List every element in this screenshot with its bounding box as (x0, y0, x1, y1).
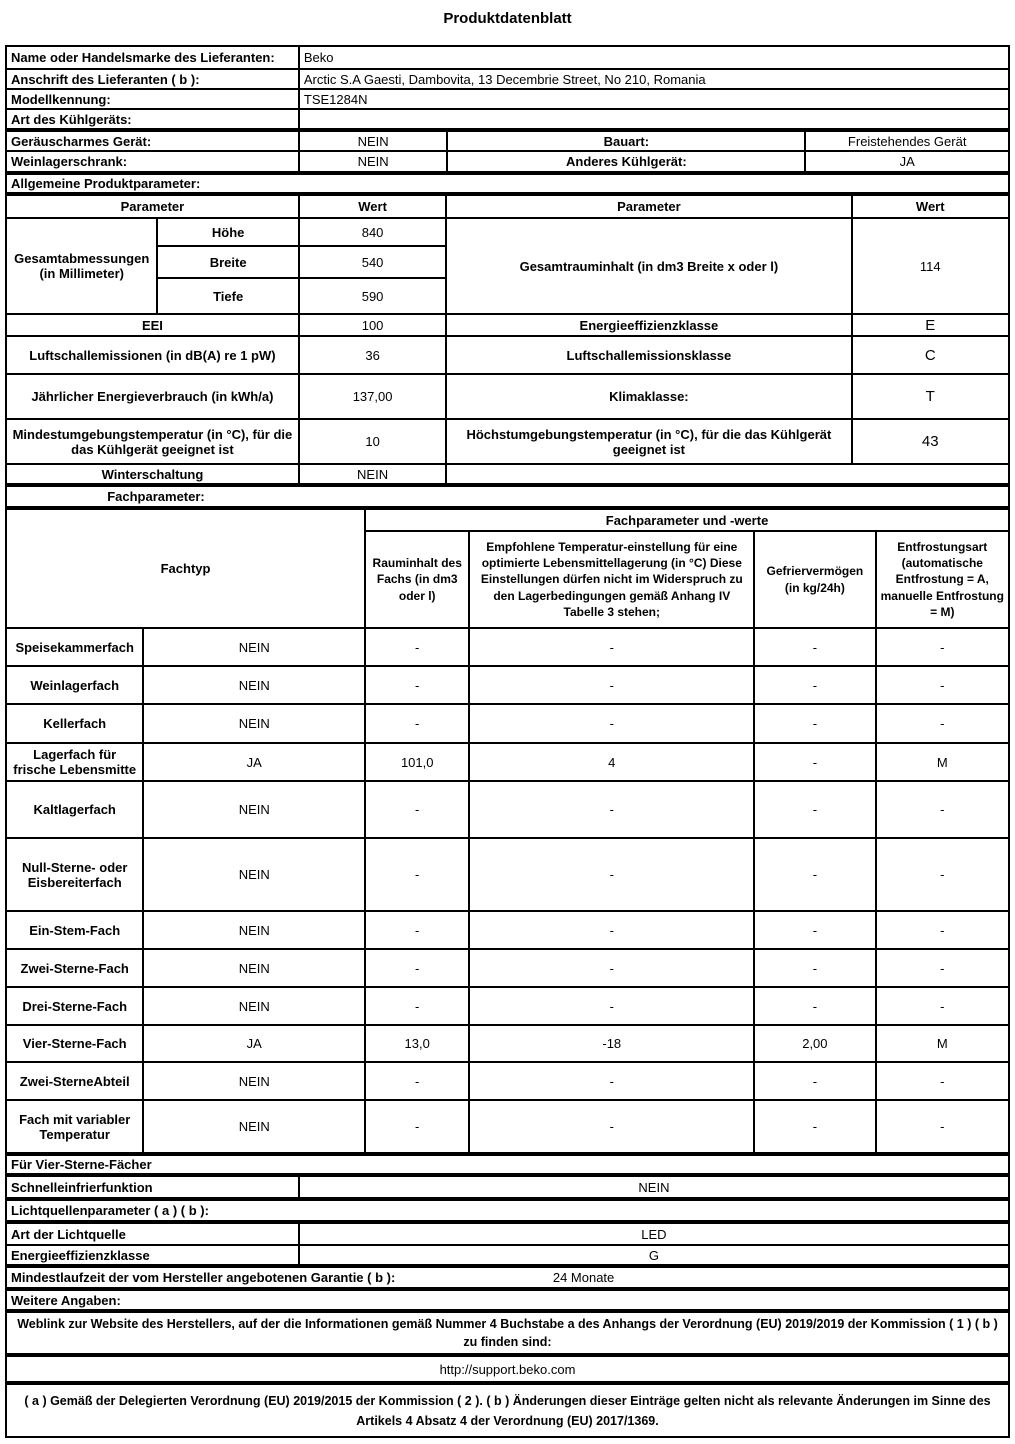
noise-emission-label: Luftschallemissionen (in dB(A) re 1 pW) (6, 336, 299, 374)
table-row (6, 509, 1009, 531)
compartment-present: JA (143, 743, 365, 781)
compartment-present: NEIN (143, 987, 365, 1025)
table-row (6, 336, 1009, 374)
wert-header-left: Wert (299, 195, 446, 218)
other-device-value: JA (805, 151, 1009, 172)
max-ambient-temp-value: 43 (852, 419, 1010, 464)
general-section-header (5, 173, 1010, 194)
compartment-freeze: - (754, 949, 875, 987)
table-row (6, 1356, 1009, 1382)
temperature-header: Empfohlene Temperatur-einstellung für eine optimierte Lebensmittellagerung (in °C) Diese Einstellungen dürfen nicht im Widerspruch zu den Lagerbedingungen gemäß Anhang IV Tabelle 3 stehen; (469, 531, 754, 628)
table-row (6, 628, 1009, 666)
compartment-freeze: - (754, 1062, 875, 1100)
compartment-type: Drei-Sterne-Fach (6, 987, 143, 1025)
table-row (6, 1100, 1009, 1153)
model-id-label: Modellkennung: (6, 89, 299, 109)
compartment-volume: - (365, 911, 469, 949)
compartment-freeze: - (754, 743, 875, 781)
compartment-freeze: - (754, 911, 875, 949)
fast-freeze-label: Schnelleinfrierfunktion (6, 1176, 299, 1198)
weblink-url: http://support.beko.com (6, 1356, 1009, 1382)
wert-header-right: Wert (852, 195, 1010, 218)
fast-freeze-value: NEIN (299, 1176, 1009, 1198)
table-row (6, 46, 1009, 69)
table-row (6, 704, 1009, 743)
min-ambient-temp-label: Mindestumgebungstemperatur (in °C), für die das Kühlgerät geeignet ist (6, 419, 299, 464)
table-row (6, 1176, 1009, 1198)
compartment-volume: 101,0 (365, 743, 469, 781)
compartment-freeze: - (754, 838, 875, 911)
compartment-section-cell (6, 486, 1009, 507)
height-value: 840 (299, 218, 446, 246)
width-label: Breite (157, 246, 298, 278)
compartment-freeze: - (754, 1100, 875, 1153)
compartment-volume: - (365, 666, 469, 704)
compartment-defrost: - (876, 838, 1009, 911)
supplier-table (5, 45, 1010, 130)
max-ambient-temp-label: Höchstumgebungstemperatur (in °C), für die das Kühlgerät geeignet ist (446, 419, 851, 464)
compartment-defrost: - (876, 666, 1009, 704)
table-row (6, 1223, 1009, 1245)
compartment-type-header: Fachtyp (6, 509, 365, 628)
page-title: Produktdatenblatt (443, 10, 572, 27)
compartment-present: JA (143, 1025, 365, 1062)
table-row (6, 1245, 1009, 1265)
table-row (6, 109, 1009, 129)
width-value: 540 (299, 246, 446, 278)
table-row (6, 1155, 1009, 1174)
compartment-temp: -18 (469, 1025, 754, 1062)
warranty-table (5, 1266, 1010, 1289)
table-row (6, 131, 1009, 151)
compartment-defrost: - (876, 1062, 1009, 1100)
compartment-freeze: - (754, 666, 875, 704)
depth-label: Tiefe (157, 278, 298, 314)
compartment-present: NEIN (143, 838, 365, 911)
compartment-defrost: - (876, 704, 1009, 743)
compartment-present: NEIN (143, 781, 365, 838)
compartment-type: Zwei-Sterne-Fach (6, 949, 143, 987)
compartment-volume: - (365, 628, 469, 666)
empty-cell (446, 464, 1009, 484)
table-row (6, 195, 1009, 218)
light-section-header (5, 1199, 1010, 1222)
compartment-present: NEIN (143, 666, 365, 704)
general-section-label: Allgemeine Produktparameter: (6, 174, 1009, 193)
compartment-volume: - (365, 781, 469, 838)
table-row (6, 781, 1009, 838)
table-row (6, 949, 1009, 987)
compartment-defrost: - (876, 1100, 1009, 1153)
table-row (6, 1290, 1009, 1310)
compartment-defrost: M (876, 743, 1009, 781)
noise-class-label: Luftschallemissionsklasse (446, 336, 851, 374)
compartment-section-header (5, 485, 1010, 508)
compartment-volume: - (365, 1100, 469, 1153)
supplier-name-label: Name oder Handelsmarke des Lieferanten: (6, 46, 299, 69)
compartment-temp: - (469, 987, 754, 1025)
additional-section-header (5, 1289, 1010, 1311)
compartment-section-label: Fachparameter: (107, 489, 205, 504)
compartment-type: Null-Sterne- oder Eisbereiterfach (6, 838, 143, 911)
compartment-volume: 13,0 (365, 1025, 469, 1062)
compartment-freeze: - (754, 628, 875, 666)
footnote-text: ( a ) Gemäß der Delegierten Verordnung (EU) 2019/2015 der Kommission ( 2 ). ( b ) Änderungen dieser Einträge gelten nicht als relevante Änderungen im Sinne des Artikels 4 Absatz 4 der Verordnung (EU) 2017/1369. (6, 1384, 1009, 1437)
wine-storage-label: Weinlagerschrank: (6, 151, 299, 172)
compartment-present: NEIN (143, 628, 365, 666)
table-row (6, 151, 1009, 172)
weblink-url-table (5, 1355, 1010, 1383)
noise-class-value: C (852, 336, 1010, 374)
general-parameters-table (5, 194, 1010, 485)
light-energy-class-value: G (299, 1245, 1009, 1265)
compartment-type: Vier-Sterne-Fach (6, 1025, 143, 1062)
fast-freeze-table (5, 1175, 1010, 1199)
compartment-defrost: - (876, 628, 1009, 666)
compartment-defrost: - (876, 781, 1009, 838)
design-label: Bauart: (447, 131, 805, 151)
height-label: Höhe (157, 218, 298, 246)
defrost-type-header: Entfrostungsart (automatische Entfrostung = A, manuelle Entfrostung = M) (876, 531, 1009, 628)
table-row (6, 486, 1009, 507)
compartment-temp: - (469, 1100, 754, 1153)
light-source-type-label: Art der Lichtquelle (6, 1223, 299, 1245)
compartment-volume: - (365, 987, 469, 1025)
table-row (6, 666, 1009, 704)
warranty-value: 24 Monate (552, 1270, 615, 1285)
device-type-label: Art des Kühlgeräts: (6, 109, 299, 129)
annual-energy-value: 137,00 (299, 374, 446, 419)
warranty-label: Mindestlaufzeit der vom Hersteller angebotenen Garantie ( b ): (11, 1270, 396, 1285)
depth-value: 590 (299, 278, 446, 314)
weblink-text-table (5, 1311, 1010, 1355)
table-row (6, 743, 1009, 781)
compartment-defrost: - (876, 987, 1009, 1025)
compartment-defrost: - (876, 911, 1009, 949)
compartment-table (5, 508, 1010, 1154)
noise-emission-value: 36 (299, 336, 446, 374)
weblink-text: Weblink zur Website des Herstellers, auf der die Informationen gemäß Nummer 4 Buchstabe a des Anhangs der Verordnung (EU) 2019/2019 der Kommission ( 1 ) ( b ) zu finden sind: (6, 1312, 1009, 1354)
compartment-type: Speisekammerfach (6, 628, 143, 666)
table-row (6, 69, 1009, 89)
table-row (6, 174, 1009, 193)
compartment-type: Lagerfach für frische Lebensmitte (6, 743, 143, 781)
table-row (6, 218, 1009, 246)
freezing-capacity-header: Gefriervermögen (in kg/24h) (754, 531, 875, 628)
compartment-temp: - (469, 704, 754, 743)
table-row (6, 464, 1009, 484)
total-volume-value: 114 (852, 218, 1010, 314)
design-value: Freistehendes Gerät (805, 131, 1009, 151)
energy-class-value: E (852, 314, 1010, 336)
compartment-temp: 4 (469, 743, 754, 781)
four-star-section-label: Für Vier-Sterne-Fächer (6, 1155, 1009, 1174)
eei-label: EEI (6, 314, 299, 336)
device-flags-table (5, 130, 1010, 173)
annual-energy-label: Jährlicher Energieverbrauch (in kWh/a) (6, 374, 299, 419)
table-row (6, 1062, 1009, 1100)
wine-storage-value: NEIN (299, 151, 447, 172)
light-energy-class-label: Energieeffizienzklasse (6, 1245, 299, 1265)
table-row (6, 89, 1009, 109)
compartment-volume: - (365, 704, 469, 743)
compartment-temp: - (469, 949, 754, 987)
additional-section-label: Weitere Angaben: (6, 1290, 1009, 1310)
table-row (6, 911, 1009, 949)
compartment-defrost: - (876, 949, 1009, 987)
compartment-freeze: 2,00 (754, 1025, 875, 1062)
min-ambient-temp-value: 10 (299, 419, 446, 464)
table-row (6, 987, 1009, 1025)
total-volume-label: Gesamtrauminhalt (in dm3 Breite x oder l) (446, 218, 851, 314)
compartment-type: Ein-Stem-Fach (6, 911, 143, 949)
compartment-type: Kellerfach (6, 704, 143, 743)
compartment-defrost: M (876, 1025, 1009, 1062)
compartment-temp: - (469, 628, 754, 666)
energy-class-label: Energieeffizienzklasse (446, 314, 851, 336)
table-row (6, 1312, 1009, 1354)
compartment-present: NEIN (143, 704, 365, 743)
compartment-type: Zwei-SterneAbteil (6, 1062, 143, 1100)
eei-value: 100 (299, 314, 446, 336)
light-section-label: Lichtquellenparameter ( a ) ( b ): (6, 1200, 1009, 1221)
param-header-left: Parameter (6, 195, 299, 218)
light-table (5, 1222, 1010, 1266)
climate-class-label: Klimaklasse: (446, 374, 851, 419)
compartment-volume: - (365, 949, 469, 987)
other-device-label: Anderes Kühlgerät: (447, 151, 805, 172)
compartment-freeze: - (754, 781, 875, 838)
quiet-device-value: NEIN (299, 131, 447, 151)
compartment-temp: - (469, 781, 754, 838)
supplier-name-value: Beko (299, 46, 1009, 69)
light-source-type-value: LED (299, 1223, 1009, 1245)
compartment-type: Kaltlagerfach (6, 781, 143, 838)
dimensions-label: Gesamtabmessungen (in Millimeter) (6, 218, 157, 314)
compartment-group-header: Fachparameter und -werte (365, 509, 1009, 531)
table-row (6, 1267, 1009, 1288)
compartment-temp: - (469, 1062, 754, 1100)
table-row (6, 838, 1009, 911)
table-row (6, 314, 1009, 336)
warranty-cell (6, 1267, 1009, 1288)
climate-class-value: T (852, 374, 1010, 419)
winter-setting-label: Winterschaltung (6, 464, 299, 484)
compartment-freeze: - (754, 987, 875, 1025)
table-row (6, 374, 1009, 419)
supplier-address-label: Anschrift des Lieferanten ( b ): (6, 69, 299, 89)
compartment-temp: - (469, 911, 754, 949)
device-type-value (299, 109, 1009, 129)
winter-setting-value: NEIN (299, 464, 446, 484)
four-star-section-header (5, 1154, 1010, 1175)
quiet-device-label: Geräuscharmes Gerät: (6, 131, 299, 151)
compartment-present: NEIN (143, 1100, 365, 1153)
compartment-type: Weinlagerfach (6, 666, 143, 704)
volume-header: Rauminhalt des Fachs (in dm3 oder l) (365, 531, 469, 628)
table-row (6, 419, 1009, 464)
compartment-present: NEIN (143, 1062, 365, 1100)
compartment-freeze: - (754, 704, 875, 743)
compartment-temp: - (469, 838, 754, 911)
table-row (6, 1200, 1009, 1221)
model-id-value: TSE1284N (299, 89, 1009, 109)
compartment-temp: - (469, 666, 754, 704)
compartment-volume: - (365, 1062, 469, 1100)
param-header-right: Parameter (446, 195, 851, 218)
compartment-present: NEIN (143, 911, 365, 949)
supplier-address-value: Arctic S.A Gaesti, Dambovita, 13 Decembrie Street, No 210, Romania (299, 69, 1009, 89)
table-row (6, 1025, 1009, 1062)
compartment-type: Fach mit variabler Temperatur (6, 1100, 143, 1153)
compartment-volume: - (365, 838, 469, 911)
compartment-present: NEIN (143, 949, 365, 987)
